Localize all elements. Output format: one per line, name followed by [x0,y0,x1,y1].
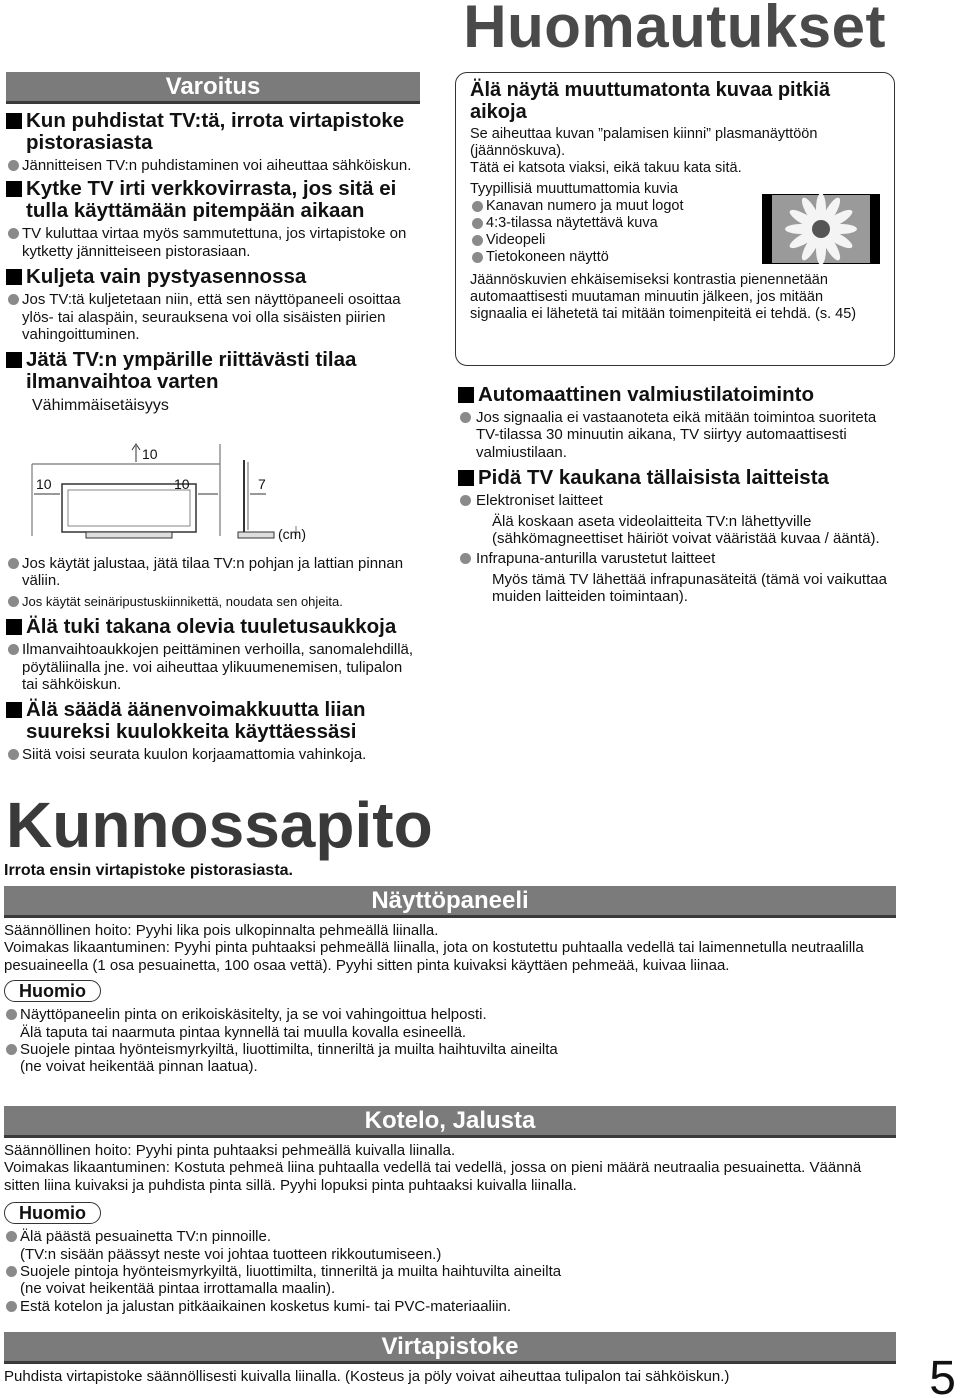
distance-side: 7 [258,476,266,492]
right-sections [458,384,898,606]
keep-away-bullet-2: Infrapuna-anturilla varustetut laitteet [458,550,898,567]
warning-heading-6: Älä säädä äänenvoimakkuutta liian suureksi kuulokkeita käyttäessäsi [6,699,420,743]
cabinet-section [4,1142,896,1315]
warning-section [6,110,420,415]
cabinet-p1: Säännöllinen hoito: Pyyhi pinta puhtaaksi pehmeällä kuivalla liinalla. [4,1142,456,1159]
panel-note-1b: Älä taputa tai naarmuta pintaa kynnellä tai muulla kovalla esineellä. [20,1023,467,1041]
warning-heading-4: Jätä TV:n ympärille riittävästi tilaa ilmanvaihtoa varten [6,349,420,393]
cabinet-note-3: Estä kotelon ja jalustan pitkäaikainen kosketus kumi- tai PVC-materiaaliin. [4,1298,896,1315]
min-distance-label: Vähimmäisetäisyys [32,397,169,415]
still-image-heading: Älä näytä muuttumatonta kuvaa pitkiä aikoja [470,79,831,123]
warning-heading-1: Kun puhdistat TV:tä, irrota virtapistoke pistorasiasta [6,110,420,154]
keep-away-text-1: Älä koskaan aseta videolaitteita TV:n lähettyville (sähkömagneettiset häiriöt voivat vääristää kuvaa / ääntä). [492,512,880,548]
still-image-item-2: 4:3-tilassa näytettävä kuva [470,215,880,232]
distance-left: 10 [36,476,52,492]
panel-p1: Säännöllinen hoito: Pyyhi lika pois ulkopinnalta pehmeällä liinalla. [4,922,439,939]
keep-away-bullet-1: Elektroniset laitteet [458,492,898,509]
panel-section [4,922,896,1076]
panel-band: Näyttöpaneeli [4,886,896,918]
panel-note-2: Suojele pintaa hyönteismyrkyiltä, liuottimilta, tinneriltä ja muilta haihtuvilta aineilta [4,1041,896,1058]
page-title: Huomautukset [463,0,886,60]
warning-bullet-7: Siitä voisi seurata kuulon korjaamattomia vahinkoja. [6,746,420,763]
warning-bullet-3: Jos TV:tä kuljetetaan niin, että sen näyttöpaneeli osoittaa ylös- tai alaspäin, seurauksena voi olla sisäisten piirien vahingoittuminen. [6,291,420,343]
cabinet-note-2b: (ne voivat heikentää pintaa irrottamalla maalin). [20,1280,336,1298]
still-image-list-title: Tyypillisiä muuttumattomia kuvia [470,181,678,197]
keep-away-heading: Pidä TV kaukana tällaisista laitteista [458,467,898,489]
warning-bullet-1: Jännitteisen TV:n puhdistaminen voi aiheuttaa sähköiskun. [6,157,420,174]
page-number: 5 [929,1352,956,1398]
auto-standby-heading: Automaattinen valmiustilatoiminto [458,384,898,406]
auto-standby-bullet: Jos signaalia ei vastaanoteta eikä mitään toimintoa suoriteta TV-tilassa 30 minuutin aikana, TV siirtyy automaattisesti valmiustilaan. [458,409,898,461]
flower-image [762,194,880,264]
warning-bullet-2: TV kuluttaa virtaa myös sammutettuna, jos virtapistoke on kytketty jännitteiseen pistorasiaan. [6,225,420,260]
still-image-item-1: Kanavan numero ja muut logot [470,198,880,215]
cabinet-p2: Voimakas likaantuminen: Kostuta pehmeä liina puhtaalla vedellä tai vedellä, jossa on pieni määrä neutraalia pesuainetta. Väännä sitten liina kuivaksi ja puhdista pinta sillä. Pyyhi lopuksi pinta puhtaaksi kuivalla liinalla. [4,1159,862,1194]
warning-bullet-5: Jos käytät seinäripustuskiinnikettä, noudata sen ohjeita. [6,593,420,610]
maintenance-title: Kunnossapito [6,789,433,861]
still-image-p3: Jäännöskuvien ehkäisemiseksi kontrastia pienennetään automaattisesti muutaman minuutin jälkeen, jos mitään signaalia ei lähetetä tai mitään toimenpiteitä ei tehdä. (s. 45) [470,272,857,322]
cabinet-note-2: Suojele pintoja hyönteismyrkyiltä, liuottimilta, tinneriltä ja muilta haihtuvilta aineilta [4,1263,896,1280]
distance-top: 10 [142,446,158,462]
warning-bullet-6: Ilmanvaihtoaukkojen peittäminen verhoilla, sanomalehdillä, pöytäliinalla jne. voi aiheuttaa ylikuumenemisen, tulipalon tai sähköiskun. [6,641,420,693]
warning-section-2 [6,555,420,764]
plug-p1: Puhdista virtapistoke säännöllisesti kuivalla liinalla. (Kosteus ja pöly voivat aiheuttaa tulipalon tai sähköiskun.) [4,1368,730,1385]
plug-band: Virtapistoke [4,1332,896,1364]
keep-away-text-2: Myös tämä TV lähettää infrapunasäteitä (tämä voi vaikuttaa muiden laitteiden toimintaan). [492,570,887,606]
panel-p2: Voimakas likaantuminen: Pyyhi pinta puhtaaksi pehmeällä liinalla, jota on kostutettu puhtaalla vedellä tai laimennetulla neutraalilla pesuaineella (1 osa pesuainetta, 100 osaa vettä). Pyyhi sitten pinta kuivaksi käyttäen pehmeää, kuivaa liinaa. [4,939,864,974]
still-image-p1: Se aiheuttaa kuvan ”palamisen kiinni” plasmanäyttöön (jäännöskuva). [470,126,818,159]
warning-heading-2: Kytke TV irti verkkovirrasta, jos sitä ei tulla käyttämään pitempään aikaan [6,178,420,222]
unit-label: (cm) [278,526,306,542]
cabinet-note-1b: (TV:n sisään päässyt neste voi johtaa tuotteen rikkoutumiseen.) [20,1245,442,1263]
panel-note-2b: (ne voivat heikentää pinnan laatua). [20,1058,258,1076]
still-image-item-4: Tietokoneen näyttö [470,249,880,266]
still-image-item-3: Videopeli [470,232,880,249]
panel-note-1: Näyttöpaneelin pinta on erikoiskäsitelty, ja se voi vahingoittua helposti. [4,1006,896,1023]
panel-note-label: Huomio [4,980,101,1002]
cabinet-note-label: Huomio [4,1202,101,1224]
warning-heading-3: Kuljeta vain pystyasennossa [6,266,420,288]
maintenance-intro: Irrota ensin virtapistoke pistorasiasta. [4,862,293,879]
warning-bullet-4: Jos käytät jalustaa, jätä tilaa TV:n pohjan ja lattian pinnan väliin. [6,555,420,590]
still-image-p2: Tätä ei katsota viaksi, eikä takuu kata sitä. [470,160,742,176]
distance-right: 10 [174,476,190,492]
cabinet-note-1: Älä päästä pesuainetta TV:n pinnoille. [4,1228,896,1245]
warning-band: Varoitus [6,72,420,104]
warning-heading-5: Älä tuki takana olevia tuuletusaukkoja [6,616,420,638]
cabinet-band: Kotelo, Jalusta [4,1106,896,1138]
